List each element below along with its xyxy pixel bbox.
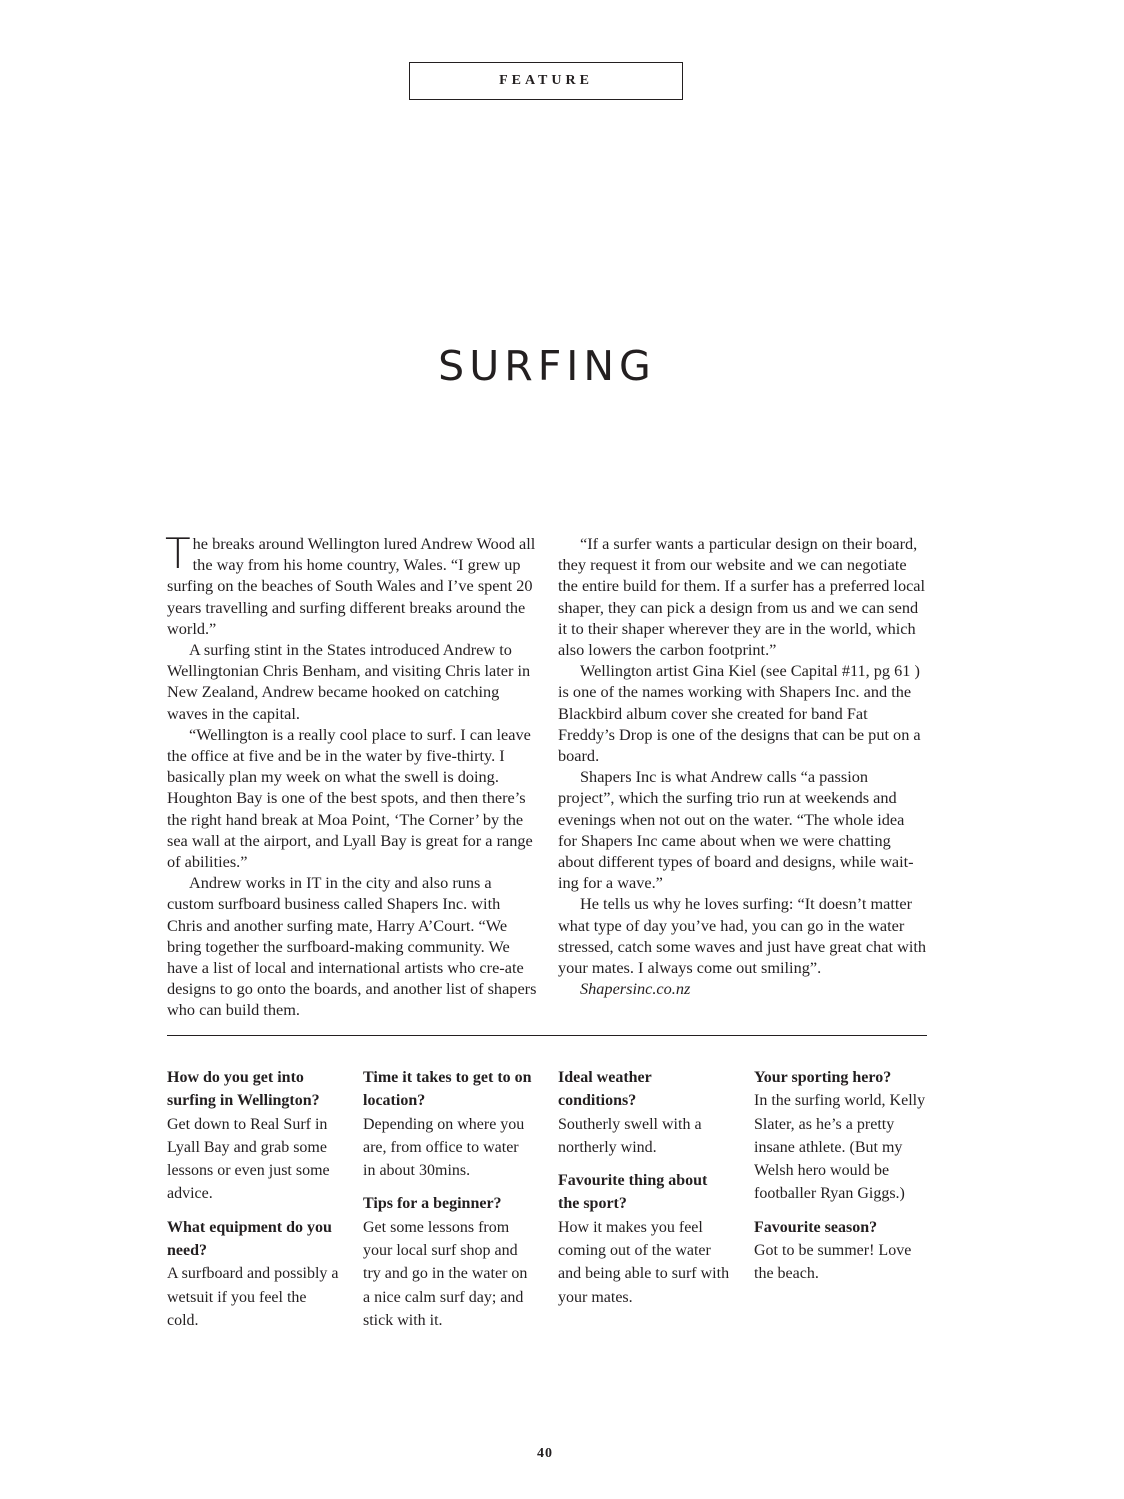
drop-cap: T (165, 529, 191, 578)
qa-question: Tips for a beginner? (363, 1195, 502, 1213)
qa-item (167, 1216, 339, 1332)
body-paragraph: Shapers Inc is what Andrew calls “a passion project”, which the surfing trio run at weekends and evenings when not out on the water. “The whole idea for Shapers Inc came about when we were chatting about different types of board and designs, while wait-ing for a wave.” (558, 767, 914, 893)
section-label: FEATURE (409, 62, 683, 100)
qa-answer: Get some lessons from your local surf shop and try and go in the water on a nice calm surf day; and stick with it. (363, 1218, 528, 1329)
qa-column (754, 1066, 926, 1296)
qa-question: Your sporting hero? (754, 1069, 892, 1086)
qa-item (558, 1066, 730, 1159)
body-paragraph: “If a surfer wants a particular design on their board, they request it from our website and we can negotiate the entire build for them. If a surfer has a preferred local shaper, they can pick a design from us and we can send it to their shaper wherever they are in the world, which also lowers the carbon footprint.” (558, 534, 926, 660)
qa-question: Ideal weather conditions? (558, 1069, 652, 1110)
qa-answer: Got to be summer! Love the beach. (754, 1242, 912, 1283)
qa-item (167, 1066, 339, 1206)
qa-column (558, 1066, 730, 1319)
qa-answer: A surfboard and possibly a wetsuit if you feel the cold. (167, 1265, 339, 1329)
qa-item (754, 1216, 926, 1286)
body-paragraph: A surfing stint in the States introduced Andrew to Wellingtonian Chris Benham, and visiting Chris later in New Zealand, Andrew became hooked on catching waves in the capital. (167, 640, 531, 723)
body-paragraph: He tells us why he loves surfing: “It doesn’t matter what type of day you’ve had, you can go in the water stressed, catch some waves and just have great chat with your mates. I always come out smiling”. (558, 894, 927, 978)
qa-answer: Depending on where you are, from office to water in about 30mins. (363, 1115, 525, 1180)
section-divider (167, 1035, 927, 1036)
article-column-left (165, 529, 537, 1021)
body-paragraph: Wellington artist Gina Kiel (see Capital #11, pg 61 ) is one of the names working with Shapers Inc. and the Blackbird album cover she created for band Fat Freddy’s Drop is one of the designs that can be put on a board. (558, 661, 921, 766)
qa-question: How do you get into surfing in Wellington? (167, 1069, 320, 1110)
qa-column (167, 1066, 339, 1342)
article-column-right (558, 533, 927, 999)
qa-column (363, 1066, 535, 1342)
qa-question: What equipment do you need? (167, 1218, 332, 1260)
article-title: SURFING (438, 342, 656, 390)
body-paragraph (165, 529, 537, 639)
qa-question: Favourite season? (754, 1218, 878, 1236)
page-number: 40 (537, 1446, 553, 1461)
qa-answer: In the surfing world, Kelly Slater, as he’s a pretty insane athlete. (But my Welsh hero would be footballer Ryan Giggs.) (754, 1092, 926, 1203)
qa-item (754, 1066, 926, 1206)
qa-item (363, 1192, 535, 1332)
website-link[interactable]: Shapersinc.co.nz (580, 979, 691, 999)
qa-question: Time it takes to get to on location? (363, 1069, 532, 1110)
qa-item (558, 1169, 730, 1309)
paragraph-text: he breaks around Wellington lured Andrew Wood all the way from his home country, Wales. “I grew up surfing on the beaches of South Wales and I’ve spent 20 years travelling and surfing different breaks around the world.” (167, 534, 536, 638)
qa-question: Favourite thing about the sport? (558, 1172, 708, 1213)
body-paragraph: “Wellington is a really cool place to surf. I can leave the office at five and be in the water by five-thirty. I basically plan my week on what the swell is doing. Houghton Bay is one of the best spots, and then there’s the right hand break at Moa Point, ‘The Corner’ by the sea wall at the airport, and Lyall Bay is great for a range of abilities.” (167, 724, 533, 872)
body-paragraph: Andrew works in IT in the city and also runs a custom surfboard business called Shapers Inc. with Chris and another surfing mate, Harry A’Court. “We bring together the surfboard-making community. We have a list of local and international artists who cre-ate designs to go onto the boards, and another list of shapers who can build them. (167, 873, 537, 1020)
qa-answer: Get down to Real Surf in Lyall Bay and grab some lessons or even just some advice. (167, 1115, 330, 1203)
qa-answer: Southerly swell with a northerly wind. (558, 1115, 702, 1156)
qa-answer: How it makes you feel coming out of the water and being able to surf with your mates. (558, 1218, 730, 1306)
qa-item (363, 1066, 535, 1182)
